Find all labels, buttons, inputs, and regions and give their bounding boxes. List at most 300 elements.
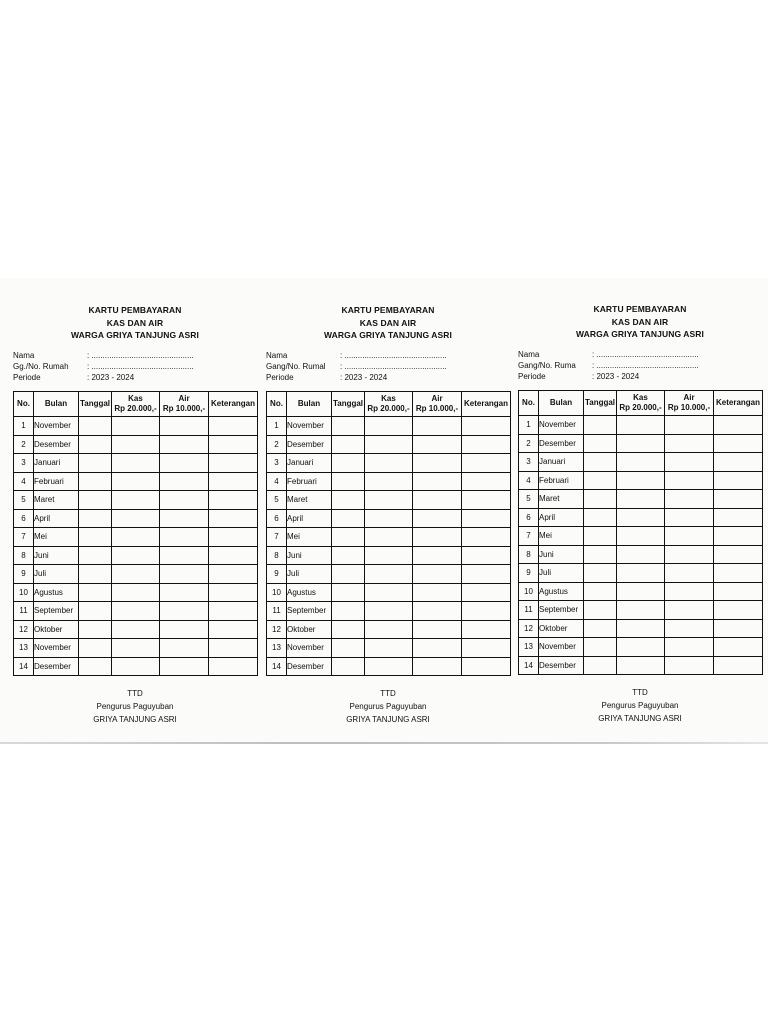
- air-cell[interactable]: [413, 583, 462, 602]
- keterangan-cell[interactable]: [209, 657, 258, 676]
- row-no: 10: [14, 583, 34, 602]
- keterangan-cell[interactable]: [714, 490, 763, 509]
- air-cell[interactable]: [160, 657, 209, 676]
- tanggal-cell[interactable]: [79, 639, 112, 658]
- keterangan-cell[interactable]: [714, 582, 763, 601]
- signature-org: GRIYA TANJUNG ASRI: [598, 714, 682, 723]
- kas-cell[interactable]: [112, 583, 160, 602]
- row-bulan: Maret: [34, 491, 79, 510]
- field-periode: [266, 373, 387, 382]
- card-title: KARTU PEMBAYARAN: [593, 304, 687, 314]
- field-address: [518, 361, 699, 370]
- table-row: [519, 416, 763, 435]
- row-bulan: Maret: [539, 490, 584, 509]
- payment-table: [266, 391, 511, 676]
- tanggal-cell[interactable]: [584, 527, 617, 546]
- row-bulan: September: [34, 602, 79, 621]
- table-row: [267, 435, 511, 454]
- air-cell[interactable]: [665, 638, 714, 657]
- keterangan-cell[interactable]: [714, 453, 763, 472]
- air-cell[interactable]: [160, 602, 209, 621]
- card-org: WARGA GRIYA TANJUNG ASRI: [323, 330, 453, 340]
- kas-cell[interactable]: [617, 564, 665, 583]
- table-row: [267, 509, 511, 528]
- keterangan-cell[interactable]: [209, 417, 258, 436]
- row-bulan: November: [287, 417, 332, 436]
- kas-cell[interactable]: [112, 620, 160, 639]
- air-cell[interactable]: [160, 546, 209, 565]
- tanggal-cell[interactable]: [79, 602, 112, 621]
- kas-cell[interactable]: [112, 454, 160, 473]
- row-no: 12: [519, 619, 539, 638]
- row-no: 1: [519, 416, 539, 435]
- col-kas-amount: Rp 20.000,-: [114, 404, 157, 413]
- air-cell[interactable]: [160, 565, 209, 584]
- row-no: 4: [519, 471, 539, 490]
- field-address-value: : ..............................................: [87, 362, 194, 371]
- table-row: [519, 453, 763, 472]
- air-cell[interactable]: [665, 416, 714, 435]
- col-kas: [617, 391, 665, 416]
- field-address: [13, 362, 194, 371]
- kas-cell[interactable]: [112, 435, 160, 454]
- col-air-amount: Rp 10.000,-: [667, 403, 711, 412]
- keterangan-cell[interactable]: [714, 416, 763, 435]
- kas-cell[interactable]: [617, 619, 665, 638]
- field-periode: [13, 373, 134, 382]
- kas-cell[interactable]: [365, 454, 413, 473]
- tanggal-cell[interactable]: [332, 435, 365, 454]
- kas-cell[interactable]: [617, 416, 665, 435]
- field-periode-label: Periode: [518, 372, 546, 381]
- air-cell[interactable]: [413, 509, 462, 528]
- col-air-label: Air: [683, 393, 695, 402]
- col-air-amount: Rp 10.000,-: [415, 404, 459, 413]
- keterangan-cell[interactable]: [209, 454, 258, 473]
- air-cell[interactable]: [413, 491, 462, 510]
- air-cell[interactable]: [160, 620, 209, 639]
- keterangan-cell[interactable]: [714, 564, 763, 583]
- air-cell[interactable]: [413, 639, 462, 658]
- row-bulan: Desember: [34, 657, 79, 676]
- keterangan-cell[interactable]: [209, 565, 258, 584]
- tanggal-cell[interactable]: [332, 583, 365, 602]
- air-cell[interactable]: [665, 508, 714, 527]
- row-no: 6: [14, 509, 34, 528]
- air-cell[interactable]: [160, 528, 209, 547]
- row-no: 12: [14, 620, 34, 639]
- row-bulan: Juli: [34, 565, 79, 584]
- tanggal-cell[interactable]: [584, 453, 617, 472]
- air-cell[interactable]: [413, 620, 462, 639]
- kas-cell[interactable]: [617, 656, 665, 675]
- table-row: [14, 583, 258, 602]
- card-title: KARTU PEMBAYARAN: [341, 305, 435, 315]
- tanggal-cell[interactable]: [584, 656, 617, 675]
- keterangan-cell[interactable]: [462, 435, 511, 454]
- field-nama-value: : ..............................................: [87, 351, 194, 360]
- tanggal-cell[interactable]: [332, 657, 365, 676]
- payment-card: [266, 291, 510, 757]
- table-row: [519, 564, 763, 583]
- tanggal-cell[interactable]: [332, 417, 365, 436]
- signature-org: GRIYA TANJUNG ASRI: [93, 715, 177, 724]
- table-row: [519, 545, 763, 564]
- kas-cell[interactable]: [617, 527, 665, 546]
- table-row: [267, 657, 511, 676]
- tanggal-cell[interactable]: [584, 601, 617, 620]
- table-row: [14, 565, 258, 584]
- row-bulan: November: [287, 639, 332, 658]
- row-bulan: November: [34, 639, 79, 658]
- tanggal-cell[interactable]: [584, 490, 617, 509]
- tanggal-cell[interactable]: [584, 471, 617, 490]
- tanggal-cell[interactable]: [79, 509, 112, 528]
- air-cell[interactable]: [665, 601, 714, 620]
- kas-cell[interactable]: [365, 602, 413, 621]
- keterangan-cell[interactable]: [209, 491, 258, 510]
- kas-cell[interactable]: [112, 528, 160, 547]
- tanggal-cell[interactable]: [332, 639, 365, 658]
- air-cell[interactable]: [160, 435, 209, 454]
- field-nama: [266, 351, 447, 360]
- row-bulan: Mei: [539, 527, 584, 546]
- kas-cell[interactable]: [112, 509, 160, 528]
- tanggal-cell[interactable]: [79, 565, 112, 584]
- keterangan-cell[interactable]: [714, 638, 763, 657]
- signature-org: GRIYA TANJUNG ASRI: [346, 715, 430, 724]
- kas-cell[interactable]: [112, 565, 160, 584]
- row-no: 13: [519, 638, 539, 657]
- row-bulan: Juni: [539, 545, 584, 564]
- keterangan-cell[interactable]: [462, 472, 511, 491]
- air-cell[interactable]: [160, 472, 209, 491]
- table-row: [14, 435, 258, 454]
- tanggal-cell[interactable]: [332, 546, 365, 565]
- air-cell[interactable]: [160, 417, 209, 436]
- tanggal-cell[interactable]: [79, 472, 112, 491]
- kas-cell[interactable]: [617, 490, 665, 509]
- card-org: WARGA GRIYA TANJUNG ASRI: [575, 329, 705, 339]
- field-nama: [13, 351, 194, 360]
- row-no: 6: [267, 509, 287, 528]
- keterangan-cell[interactable]: [462, 583, 511, 602]
- row-no: 9: [267, 565, 287, 584]
- keterangan-cell[interactable]: [209, 528, 258, 547]
- table-row: [267, 417, 511, 436]
- col-kas-label: Kas: [381, 394, 396, 403]
- row-bulan: Juni: [287, 546, 332, 565]
- keterangan-cell[interactable]: [209, 639, 258, 658]
- table-header-row: [14, 392, 258, 417]
- col-keterangan: Keterangan: [209, 392, 258, 417]
- tanggal-cell[interactable]: [584, 619, 617, 638]
- signature-ttd: TTD: [380, 689, 396, 698]
- kas-cell[interactable]: [365, 509, 413, 528]
- field-nama-label: Nama: [13, 351, 35, 360]
- payment-card: [518, 290, 762, 756]
- kas-cell[interactable]: [617, 508, 665, 527]
- keterangan-cell[interactable]: [462, 639, 511, 658]
- table-row: [267, 583, 511, 602]
- kas-cell[interactable]: [365, 546, 413, 565]
- kas-cell[interactable]: [112, 546, 160, 565]
- keterangan-cell[interactable]: [209, 435, 258, 454]
- air-cell[interactable]: [413, 546, 462, 565]
- keterangan-cell[interactable]: [714, 434, 763, 453]
- tanggal-cell[interactable]: [79, 528, 112, 547]
- keterangan-cell[interactable]: [462, 454, 511, 473]
- keterangan-cell[interactable]: [462, 565, 511, 584]
- col-no: No.: [267, 392, 287, 417]
- kas-cell[interactable]: [112, 472, 160, 491]
- row-no: 3: [267, 454, 287, 473]
- row-bulan: Januari: [34, 454, 79, 473]
- tanggal-cell[interactable]: [79, 620, 112, 639]
- field-address-label: Gang/No. Ruma: [518, 361, 576, 370]
- tanggal-cell[interactable]: [332, 620, 365, 639]
- table-header-row: [267, 392, 511, 417]
- table-row: [14, 472, 258, 491]
- kas-cell[interactable]: [112, 657, 160, 676]
- row-no: 2: [267, 435, 287, 454]
- keterangan-cell[interactable]: [462, 657, 511, 676]
- tanggal-cell[interactable]: [332, 491, 365, 510]
- keterangan-cell[interactable]: [209, 546, 258, 565]
- payment-card: [13, 291, 257, 757]
- table-row: [14, 454, 258, 473]
- keterangan-cell[interactable]: [209, 472, 258, 491]
- keterangan-cell[interactable]: [714, 545, 763, 564]
- row-bulan: Agustus: [34, 583, 79, 602]
- air-cell[interactable]: [413, 454, 462, 473]
- tanggal-cell[interactable]: [332, 565, 365, 584]
- row-bulan: Oktober: [287, 620, 332, 639]
- air-cell[interactable]: [160, 639, 209, 658]
- tanggal-cell[interactable]: [79, 657, 112, 676]
- col-air-label: Air: [178, 394, 190, 403]
- col-air-amount: Rp 10.000,-: [162, 404, 206, 413]
- table-row: [267, 472, 511, 491]
- field-nama-value: : ..............................................: [592, 350, 699, 359]
- air-cell[interactable]: [160, 509, 209, 528]
- tanggal-cell[interactable]: [79, 417, 112, 436]
- row-no: 10: [267, 583, 287, 602]
- row-bulan: Januari: [539, 453, 584, 472]
- row-bulan: Maret: [287, 491, 332, 510]
- keterangan-cell[interactable]: [714, 601, 763, 620]
- table-row: [14, 602, 258, 621]
- tanggal-cell[interactable]: [332, 509, 365, 528]
- air-cell[interactable]: [665, 453, 714, 472]
- col-keterangan: Keterangan: [462, 392, 511, 417]
- keterangan-cell[interactable]: [209, 620, 258, 639]
- keterangan-cell[interactable]: [462, 620, 511, 639]
- kas-cell[interactable]: [617, 582, 665, 601]
- tanggal-cell[interactable]: [584, 545, 617, 564]
- col-kas-label: Kas: [633, 393, 648, 402]
- kas-cell[interactable]: [365, 583, 413, 602]
- keterangan-cell[interactable]: [462, 491, 511, 510]
- air-cell[interactable]: [665, 656, 714, 675]
- row-no: 12: [267, 620, 287, 639]
- row-no: 10: [519, 582, 539, 601]
- tanggal-cell[interactable]: [332, 454, 365, 473]
- kas-cell[interactable]: [112, 639, 160, 658]
- signature-role: Pengurus Paguyuban: [96, 702, 174, 711]
- keterangan-cell[interactable]: [209, 509, 258, 528]
- row-no: 1: [14, 417, 34, 436]
- tanggal-cell[interactable]: [79, 435, 112, 454]
- tanggal-cell[interactable]: [79, 454, 112, 473]
- row-bulan: Mei: [34, 528, 79, 547]
- col-tanggal: Tanggal: [584, 391, 617, 416]
- row-no: 9: [519, 564, 539, 583]
- air-cell[interactable]: [665, 564, 714, 583]
- card-subtitle: KAS DAN AIR: [106, 318, 164, 328]
- air-cell[interactable]: [160, 491, 209, 510]
- row-no: 13: [267, 639, 287, 658]
- tanggal-cell[interactable]: [584, 434, 617, 453]
- table-row: [14, 639, 258, 658]
- row-no: 14: [519, 656, 539, 675]
- air-cell[interactable]: [160, 583, 209, 602]
- row-no: 13: [14, 639, 34, 658]
- tanggal-cell[interactable]: [584, 416, 617, 435]
- keterangan-cell[interactable]: [462, 509, 511, 528]
- field-nama: [518, 350, 699, 359]
- row-bulan: Agustus: [539, 582, 584, 601]
- keterangan-cell[interactable]: [714, 656, 763, 675]
- col-keterangan: Keterangan: [714, 391, 763, 416]
- table-row: [519, 582, 763, 601]
- field-periode-value: : 2023 - 2024: [340, 373, 388, 382]
- air-cell[interactable]: [413, 602, 462, 621]
- tanggal-cell[interactable]: [332, 472, 365, 491]
- tanggal-cell[interactable]: [584, 508, 617, 527]
- air-cell[interactable]: [413, 528, 462, 547]
- kas-cell[interactable]: [112, 491, 160, 510]
- keterangan-cell[interactable]: [462, 602, 511, 621]
- air-cell[interactable]: [665, 619, 714, 638]
- tanggal-cell[interactable]: [79, 546, 112, 565]
- row-no: 1: [267, 417, 287, 436]
- row-no: 3: [519, 453, 539, 472]
- keterangan-cell[interactable]: [462, 528, 511, 547]
- field-periode-label: Periode: [13, 373, 41, 382]
- row-no: 7: [14, 528, 34, 547]
- air-cell[interactable]: [160, 454, 209, 473]
- tanggal-cell[interactable]: [79, 583, 112, 602]
- kas-cell[interactable]: [617, 601, 665, 620]
- kas-cell[interactable]: [617, 453, 665, 472]
- air-cell[interactable]: [413, 472, 462, 491]
- air-cell[interactable]: [665, 527, 714, 546]
- tanggal-cell[interactable]: [584, 638, 617, 657]
- kas-cell[interactable]: [617, 638, 665, 657]
- air-cell[interactable]: [665, 434, 714, 453]
- air-cell[interactable]: [413, 565, 462, 584]
- row-bulan: Desember: [539, 434, 584, 453]
- kas-cell[interactable]: [365, 528, 413, 547]
- table-row: [267, 602, 511, 621]
- air-cell[interactable]: [665, 582, 714, 601]
- table-row: [267, 454, 511, 473]
- col-kas-amount: Rp 20.000,-: [367, 404, 410, 413]
- row-no: 5: [267, 491, 287, 510]
- row-no: 8: [267, 546, 287, 565]
- row-no: 7: [519, 527, 539, 546]
- keterangan-cell[interactable]: [209, 602, 258, 621]
- row-bulan: Februari: [287, 472, 332, 491]
- row-no: 14: [14, 657, 34, 676]
- kas-cell[interactable]: [617, 434, 665, 453]
- air-cell[interactable]: [665, 471, 714, 490]
- row-bulan: Desember: [287, 435, 332, 454]
- keterangan-cell[interactable]: [714, 471, 763, 490]
- kas-cell[interactable]: [617, 545, 665, 564]
- field-address: [266, 362, 447, 371]
- kas-cell[interactable]: [365, 657, 413, 676]
- tanggal-cell[interactable]: [79, 491, 112, 510]
- col-air: [413, 392, 462, 417]
- kas-cell[interactable]: [617, 471, 665, 490]
- tanggal-cell[interactable]: [332, 528, 365, 547]
- col-bulan: Bulan: [287, 392, 332, 417]
- keterangan-cell[interactable]: [462, 546, 511, 565]
- col-bulan: Bulan: [34, 392, 79, 417]
- field-nama-label: Nama: [266, 351, 288, 360]
- kas-cell[interactable]: [112, 417, 160, 436]
- keterangan-cell[interactable]: [714, 527, 763, 546]
- air-cell[interactable]: [413, 657, 462, 676]
- field-address-value: : ..............................................: [340, 362, 447, 371]
- tanggal-cell[interactable]: [332, 602, 365, 621]
- card-subtitle: KAS DAN AIR: [359, 318, 417, 328]
- air-cell[interactable]: [413, 417, 462, 436]
- field-address-value: : ..............................................: [592, 361, 699, 370]
- kas-cell[interactable]: [365, 620, 413, 639]
- keterangan-cell[interactable]: [714, 508, 763, 527]
- keterangan-cell[interactable]: [209, 583, 258, 602]
- table-row: [267, 639, 511, 658]
- kas-cell[interactable]: [365, 435, 413, 454]
- keterangan-cell[interactable]: [714, 619, 763, 638]
- kas-cell[interactable]: [365, 417, 413, 436]
- tanggal-cell[interactable]: [584, 564, 617, 583]
- tanggal-cell[interactable]: [584, 582, 617, 601]
- row-bulan: Desember: [287, 657, 332, 676]
- kas-cell[interactable]: [365, 639, 413, 658]
- col-tanggal: Tanggal: [332, 392, 365, 417]
- air-cell[interactable]: [665, 490, 714, 509]
- kas-cell[interactable]: [365, 472, 413, 491]
- kas-cell[interactable]: [112, 602, 160, 621]
- kas-cell[interactable]: [365, 491, 413, 510]
- col-air: [665, 391, 714, 416]
- row-bulan: Oktober: [34, 620, 79, 639]
- table-row: [14, 657, 258, 676]
- row-no: 4: [267, 472, 287, 491]
- air-cell[interactable]: [665, 545, 714, 564]
- kas-cell[interactable]: [365, 565, 413, 584]
- row-no: 3: [14, 454, 34, 473]
- keterangan-cell[interactable]: [462, 417, 511, 436]
- field-address-label: Gang/No. Rumal: [266, 362, 326, 371]
- air-cell[interactable]: [413, 435, 462, 454]
- table-row: [519, 471, 763, 490]
- col-tanggal: Tanggal: [79, 392, 112, 417]
